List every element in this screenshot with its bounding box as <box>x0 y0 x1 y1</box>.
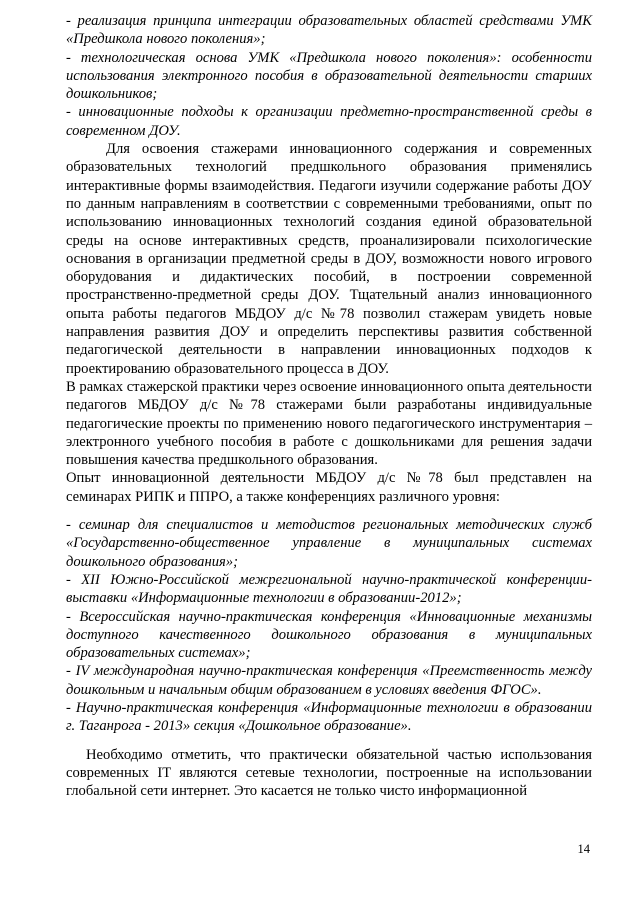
document-page <box>66 12 592 800</box>
events-list-item: - Научно-практическая конференция «Информационные технологии в образовании г. Таганрога - 2013» секция «Дошкольное образование». <box>66 699 592 735</box>
intro-list-item: - инновационные подходы к организации предметно-пространственной среды в современном ДОУ. <box>66 104 592 139</box>
page-number: 14 <box>577 842 590 856</box>
events-list-item: - IV международная научно-практическая конференция «Преемственность между дошкольным и начальным общим образованием в условиях введения ФГОС». <box>66 663 592 698</box>
experience-paragraph: Опыт инновационной деятельности МБДОУ д/с №78 был представлен на семинарах РИПК и ППРО, а также конференциях различного уровня: <box>66 470 592 505</box>
events-list-item: - Всероссийская научно-практическая конференция «Инновационные механизмы доступного качественного дошкольного образования в муниципальных образовательных системах»; <box>66 608 592 662</box>
events-list-item: - семинар для специалистов и методистов региональных методических служб «Государственно-общественное управление в муниципальных системах дошкольного образования»; <box>66 517 592 570</box>
intro-list <box>66 12 592 140</box>
intro-list-item: - технологическая основа УМК «Предшкола нового поколения»: особенности использования электронного пособия в образовательной деятельности старших дошкольников; <box>66 49 592 103</box>
events-list <box>66 516 592 736</box>
main-paragraph: Для освоения стажерами инновационного содержания и современных образовательных технологий предшкольного образования применялись интерактивные формы взаимодействия. Педагоги изучили содержание работы ДОУ по данным направлениям в соответствии с современными требованиями, опыт по использованию инновационных технологий создания единой образовательной среды на основе интерактивных средств, проанализировали психологические основания в организации предметной среды в ДОУ, возможности нового игрового оборудования и дидактических пособий, в построении современной пространственно-предметной среды ДОУ. Тщательный анализ инновационного опыта работы педагогов МБДОУ д/с №78 позволил стажерам увидеть новые направления развития ДОУ и определить перспективы развития собственной педагогической деятельности в направлении инновационных подходов к проектированию образовательного процесса в ДОУ. <box>66 141 592 377</box>
spacer <box>66 736 592 746</box>
spacer <box>66 506 592 516</box>
closing-paragraph: Необходимо отметить, что практически обязательной частью использования современных IT являются сетевые технологии, построенные на использовании глобальной сети интернет. Это касается не только чисто информационной <box>66 746 592 800</box>
practice-paragraph: В рамках стажерской практики через освоение инновационного опыта деятельности педагогов МБДОУ д/с №78 стажерами были разработаны индивидуальные педагогические проекты по применению нового педагогического инструментария – электронного учебного пособия в работе с дошкольниками для решения задачи повышения качества предшкольного образования. <box>66 378 592 469</box>
intro-list-item: - реализация принципа интеграции образовательных областей средствами УМК «Предшкола нового поколения»; <box>66 13 592 48</box>
events-list-item: - XII Южно-Российской межрегиональной научно-практической конференции-выставки «Информационные технологии в образовании-2012»; <box>66 571 592 607</box>
